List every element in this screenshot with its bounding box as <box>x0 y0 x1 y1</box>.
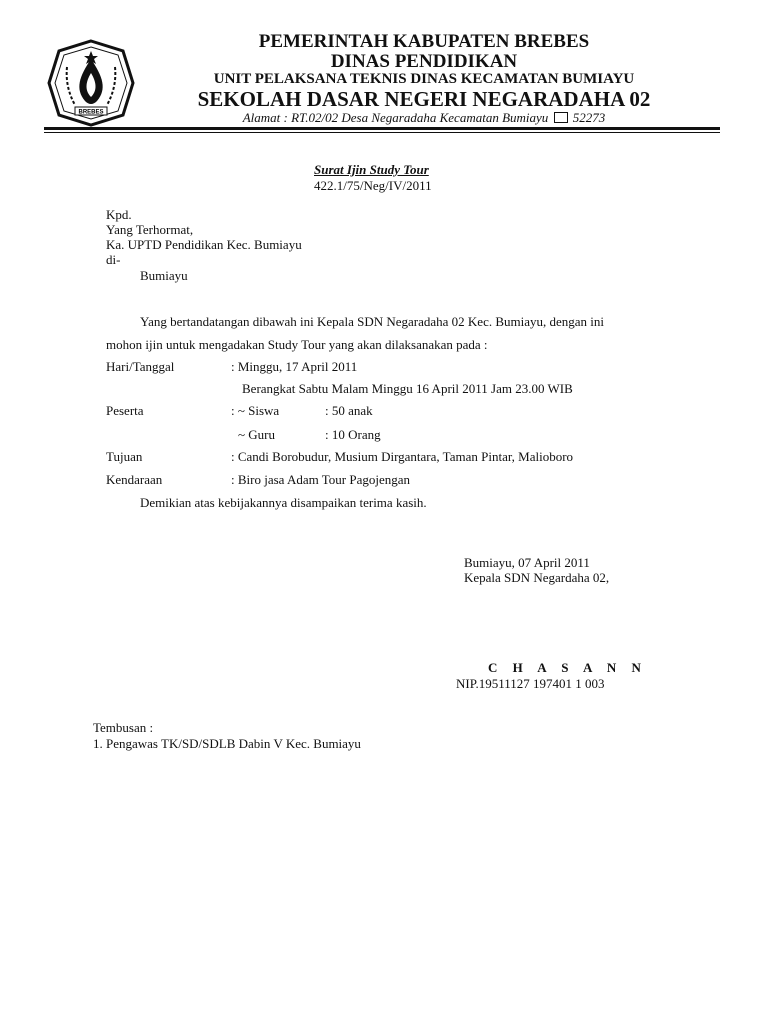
envelope-icon <box>554 112 568 123</box>
students-value: : 50 anak <box>325 403 373 418</box>
vehicle-value: : Biro jasa Adam Tour Pagojengan <box>231 472 411 487</box>
letterhead-government: PEMERINTAH KABUPATEN BREBES <box>258 31 590 52</box>
letterhead-department: DINAS PENDIDIKAN <box>330 51 518 72</box>
recipient-place: Bumiayu <box>140 268 188 283</box>
logo-text: BREBES <box>78 109 104 116</box>
letterhead-rule-thin <box>44 132 720 133</box>
cc-item-1: 1. Pengawas TK/SD/SDLB Dabin V Kec. Bumiayu <box>93 736 361 751</box>
signature-nip: NIP.19511127 197401 1 003 <box>456 676 605 691</box>
letterhead-school: SEKOLAH DASAR NEGERI NEGARADAHA 02 <box>197 87 651 111</box>
signature-name: C H A S A N N <box>488 660 647 675</box>
postal-code: 52273 <box>572 110 606 125</box>
destination-label: Tujuan <box>106 449 143 464</box>
recipient-greeting: Yang Terhormat, <box>106 222 194 237</box>
closing-sentence: Demikian atas kebijakannya disampaikan terima kasih. <box>140 495 427 510</box>
departure-value: Berangkat Sabtu Malam Minggu 16 April 2011 Jam 23.00 WIB <box>242 381 573 396</box>
destination-value: : Candi Borobudur, Musium Dirgantara, Taman Pintar, Malioboro <box>231 449 574 464</box>
date-label: Hari/Tanggal <box>106 359 175 374</box>
signature-place-date: Bumiayu, 07 April 2011 <box>464 555 590 570</box>
address-text: Alamat : RT.02/02 Desa Negaradaha Kecamatan Bumiayu <box>242 110 549 125</box>
letterhead-rule-thick <box>44 127 720 130</box>
intro-line-2: mohon ijin untuk mengadakan Study Tour yang akan dilaksanakan pada : <box>106 337 488 352</box>
letter-title: Surat Ijin Study Tour <box>314 162 429 177</box>
recipient-di: di- <box>106 252 121 267</box>
participants-label: Peserta <box>106 403 144 418</box>
recipient-name: Ka. UPTD Pendidikan Kec. Bumiayu <box>106 237 302 252</box>
cc-label: Tembusan : <box>93 720 154 735</box>
recipient-kpd: Kpd. <box>106 207 132 222</box>
teachers-value: : 10 Orang <box>325 427 381 442</box>
letterhead-unit: UNIT PELAKSANA TEKNIS DINAS KECAMATAN BUMIAYU <box>213 71 635 87</box>
students-label: : ~ Siswa <box>231 403 280 418</box>
letterhead-address <box>40 110 768 126</box>
signature-position: Kepala SDN Negardaha 02, <box>464 570 610 585</box>
teachers-label: ~ Guru <box>238 427 276 442</box>
intro-line-1: Yang bertandatangan dibawah ini Kepala SDN Negaradaha 02 Kec. Bumiayu, dengan ini <box>140 314 605 329</box>
date-value: : Minggu, 17 April 2011 <box>231 359 358 374</box>
letter-number: 422.1/75/Neg/IV/2011 <box>314 178 432 193</box>
vehicle-label: Kendaraan <box>106 472 163 487</box>
